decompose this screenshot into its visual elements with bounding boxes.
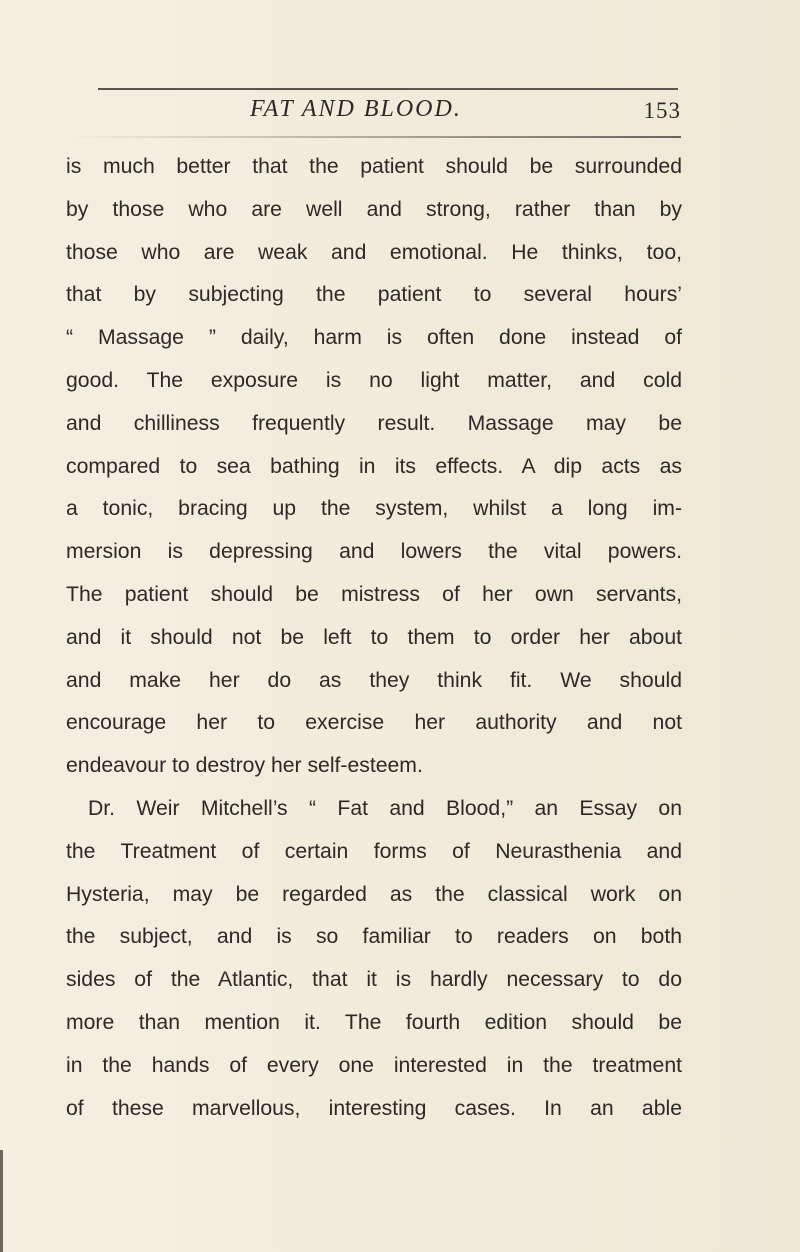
text-line-18: Hysteria, may be regarded as the classical work on [66, 882, 682, 906]
text-line-21: more than mention it. The fourth edition should be [66, 1010, 682, 1034]
text-line-10: mersion is depressing and lowers the vital powers. [66, 540, 682, 564]
text-line-9: a tonic, bracing up the system, whilst a long im- [66, 497, 682, 521]
page-number: 153 [643, 98, 681, 123]
page-edge-shadow [0, 1150, 3, 1252]
text-line-1: is much better that the patient should be surrounded [66, 155, 682, 178]
text-line-22: in the hands of every one interested in the treatment [66, 1053, 682, 1077]
header-bottom-rule [66, 136, 681, 138]
text-line-8: compared to sea bathing in its effects. A dip acts as [66, 454, 682, 478]
text-line-2: by those who are well and strong, rather than by [66, 197, 682, 221]
text-line-14: encourage her to exercise her authority and not [66, 711, 682, 735]
text-line-17: the Treatment of certain forms of Neurasthenia and [66, 839, 682, 863]
text-line-23: of these marvellous, interesting cases. In an able [66, 1096, 682, 1120]
text-line-15: endeavour to destroy her self-esteem. [66, 754, 423, 778]
text-line-13: and make her do as they think fit. We should [66, 668, 682, 692]
text-line-6: good. The exposure is no light matter, and cold [66, 368, 682, 392]
page-header [66, 96, 681, 136]
text-line-5: “ Massage ” daily, harm is often done instead of [66, 326, 682, 350]
text-line-20: sides of the Atlantic, that it is hardly necessary to do [66, 968, 682, 992]
text-line-3: those who are weak and emotional. He thinks, too, [66, 240, 682, 264]
text-line-4: that by subjecting the patient to several hours’ [66, 283, 682, 307]
running-title: FAT AND BLOOD. [250, 96, 462, 122]
text-line-7: and chilliness frequently result. Massage may be [66, 411, 682, 435]
body-text [66, 146, 682, 1130]
header-top-rule [98, 88, 678, 90]
text-line-19: the subject, and is so familiar to readers on both [66, 925, 682, 949]
text-line-11: The patient should be mistress of her own servants, [66, 582, 682, 606]
text-line-16: Dr. Weir Mitchell’s “ Fat and Blood,” an Essay on [88, 796, 682, 820]
text-line-12: and it should not be left to them to order her about [66, 625, 682, 649]
